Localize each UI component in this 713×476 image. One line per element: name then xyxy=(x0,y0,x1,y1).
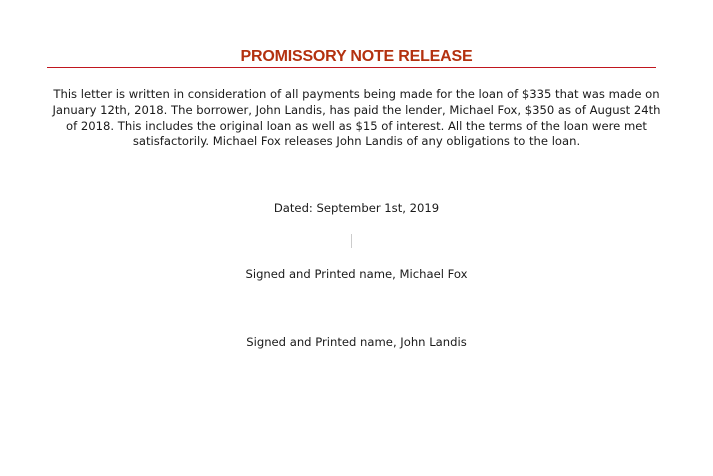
title-divider xyxy=(47,67,656,68)
document-title: PROMISSORY NOTE RELEASE xyxy=(240,48,473,65)
borrower-signature-line: Signed and Printed name, John Landis xyxy=(246,335,467,349)
release-body-text: This letter is written in consideration of all payments being made for the loan of $335 that was made on January 12th, 2018. The borrower, John Landis, has paid the lender, Michael Fox, $350 as of August 24th of 2018. This includes the original loan as well as $15 of interest. All the terms of the loan were met satisfactorily. Michael Fox releases John Landis of any obligations to the loan. xyxy=(52,87,661,149)
lender-signature-line: Signed and Printed name, Michael Fox xyxy=(245,267,468,281)
dated-line: Dated: September 1st, 2019 xyxy=(273,201,440,215)
text-cursor xyxy=(351,234,352,248)
